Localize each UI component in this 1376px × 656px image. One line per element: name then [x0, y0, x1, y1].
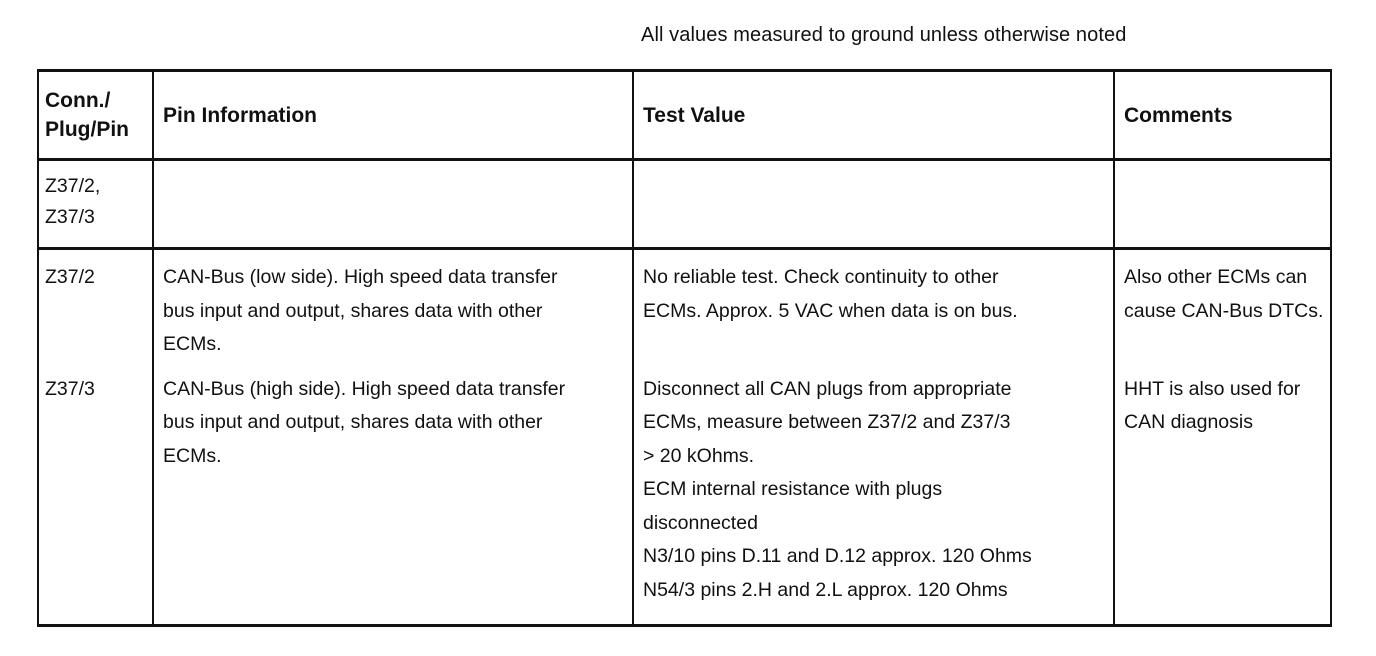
group-pin-line-1: Z37/2,	[45, 175, 101, 197]
text-line: cause CAN-Bus DTCs.	[1124, 299, 1324, 322]
text-line: ECMs. Approx. 5 VAC when data is on bus.	[643, 299, 1018, 322]
header-pin-information: Pin Information	[153, 71, 633, 160]
text-line: ECMs.	[163, 333, 222, 355]
pin-information-cell	[153, 373, 633, 626]
pin-information-cell	[153, 249, 633, 373]
comments-cell	[1114, 249, 1331, 373]
text-line: ECMs.	[163, 444, 222, 467]
text-line: HHT is also used for	[1124, 377, 1301, 400]
header-pin-line-1: Conn./	[45, 89, 111, 112]
text-line: ECMs, measure between Z37/2 and Z37/3	[643, 411, 1011, 433]
test-value-cell	[633, 249, 1114, 373]
text-line: CAN diagnosis	[1124, 411, 1253, 433]
header-connector-pin	[38, 71, 153, 160]
table-row	[38, 249, 1331, 373]
text-line: Also other ECMs can	[1124, 266, 1308, 288]
text-line: N3/10 pins D.11 and D.12 approx. 120 Ohms	[643, 545, 1032, 567]
comments-cell	[1114, 373, 1331, 626]
header-row	[38, 71, 1331, 160]
pin-cell: Z37/3	[38, 373, 153, 626]
text-line: No reliable test. Check continuity to other	[643, 266, 999, 288]
text-line: Disconnect all CAN plugs from appropriate	[643, 377, 1012, 400]
text-line: N54/3 pins 2.H and 2.L approx. 120 Ohms	[643, 578, 1008, 601]
header-comments: Comments	[1114, 71, 1331, 160]
pin-test-table	[37, 69, 1332, 627]
text-line: bus input and output, shares data with other	[163, 411, 543, 433]
text-line: disconnected	[643, 511, 758, 534]
table-row	[38, 373, 1331, 626]
test-value-cell	[633, 373, 1114, 626]
text-line: CAN-Bus (high side). High speed data transfer	[163, 377, 566, 400]
text-line: CAN-Bus (low side). High speed data transfer	[163, 266, 558, 288]
group-info-cell	[153, 160, 633, 249]
group-row	[38, 160, 1331, 249]
header-pin-line-2: Plug/Pin	[45, 118, 129, 141]
text-line: bus input and output, shares data with other	[163, 299, 543, 322]
pin-cell: Z37/2	[38, 249, 153, 373]
group-test-cell	[633, 160, 1114, 249]
group-pin-cell	[38, 160, 153, 249]
text-line: ECM internal resistance with plugs	[643, 478, 943, 500]
measurement-note: All values measured to ground unless otherwise noted	[641, 24, 1127, 46]
header-test-value: Test Value	[633, 71, 1114, 160]
text-line: > 20 kOhms.	[643, 444, 755, 467]
group-comments-cell	[1114, 160, 1331, 249]
group-pin-line-2: Z37/3	[45, 206, 95, 228]
